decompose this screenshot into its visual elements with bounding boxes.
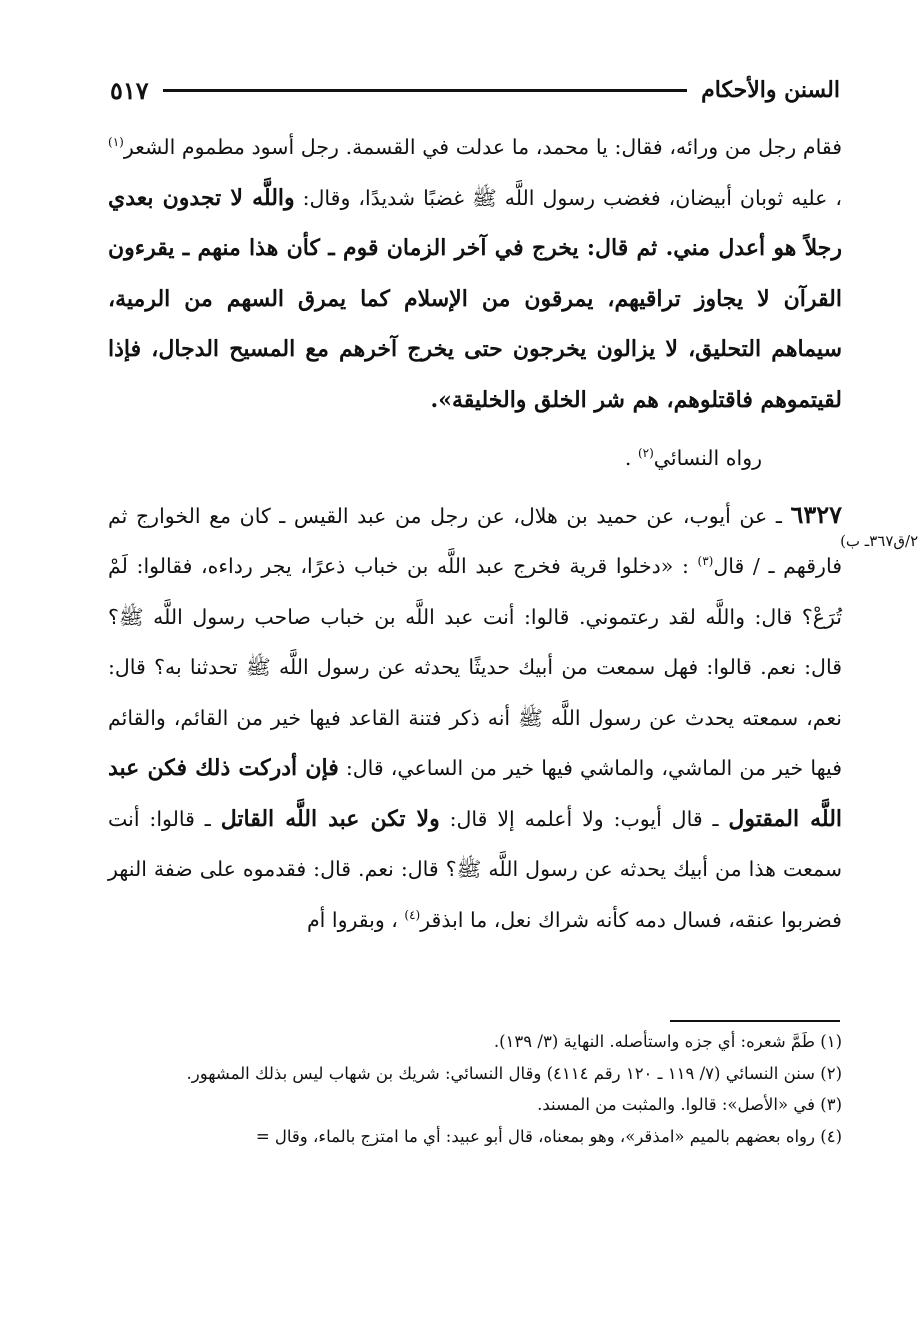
- footnote-1: (١) طَمَّ شعره: أي جزه واستأصله. النهاية (٣/ ١٣٩).: [493, 1032, 842, 1051]
- footnote-ref-2: (٢): [637, 446, 654, 461]
- footnote-ref-3: (٣): [697, 554, 714, 569]
- paragraph-1: فقام رجل من ورائه، فقال: يا محمد، ما عدلت في القسمة. رجل أسود مطموم الشعر$^{(١)}$ ، عليه ثوبان أبيضان، فغضب رسول اللَّه ﷺ غضبًا شديدًا، وقال: واللَّه لا تجدون بعدي رجلاً هو أعدل مني. ثم قال: يخرج في آخر الزمان قوم ـ كأن هذا منهم ـ يقرءون القرآن لا يجاوز تراقيهم، يمرقون من الإسلام كما يمرق السهم من الرمية، سيماهم التحليق، لا يزالون يخرجون حتى يخرج آخرهم مع المسيح الدجال، فإذا لقيتموهم فاقتلوهم، هم شر الخلق والخليقة».: [108, 135, 843, 413]
- paragraph-2: ٦٣٢٧ ـ عن أيوب، عن حميد بن هلال، عن رجل من عبد القيس ـ كان مع الخوارج ثم فارقهم ـ / قال$^{(٣)}$ : «دخلوا قرية فخرج عبد اللَّه بن خباب ذعرًا، يجر رداءه، فقالوا: لَمْ تُرَعْ؟ قال: واللَّه لقد رعتموني. قالوا: أنت عبد اللَّه بن خباب صاحب رسول اللَّه ﷺ؟ قال: نعم. قالوا: فهل سمعت من أبيك حديثًا يحدثه عن رسول اللَّه ﷺ تحدثنا به؟ قال: نعم، سمعته يحدث عن رسول اللَّه ﷺ أنه ذكر فتنة القاعد فيها خير من القائم، والقائم فيها خير من الماشي، والماشي فيها خير من الساعي، قال: فإن أدركت ذلك فكن عبد اللَّه المقتول ـ قال أيوب: ولا أعلمه إلا قال: ولا تكن عبد اللَّه القاتل ـ قالوا: أنت سمعت هذا من أبيك يحدثه عن رسول اللَّه ﷺ؟ قال: نعم. قال: فقدموه على ضفة النهر فضربوا عنقه، فسال دمه كأنه شراك نعل، ما ابذقر$^{(٤)}$ ، وبقروا أم: [108, 499, 843, 932]
- header-rule: [163, 89, 687, 92]
- page-header: [110, 70, 840, 110]
- hadith-number: ٦٣٢٧: [790, 499, 842, 529]
- footnote-ref-1: (١): [108, 135, 124, 150]
- footnote-2: (٢) سنن النسائي (٧/ ١١٩ ـ ١٢٠ رقم ٤١١٤) وقال النسائي: شريك بن شهاب ليس بذلك المشهور.: [186, 1063, 842, 1083]
- riwaya-line: رواه النسائي$^{(٢)}$ .: [624, 446, 762, 470]
- running-title: السنن والأحكام: [701, 77, 840, 103]
- footnote-rule: [670, 1020, 840, 1022]
- bold-phrase-1: فإن أدركت ذلك فكن عبد اللَّه المقتول: [108, 755, 843, 832]
- footnote-3: (٣) في «الأصل»: قالوا. والمثبت من المسند.: [537, 1095, 842, 1114]
- bold-phrase-2: ولا تكن عبد اللَّه القاتل: [220, 805, 440, 832]
- main-text: [108, 122, 842, 945]
- page-number: ٥١٧: [110, 75, 149, 105]
- footnote-ref-4: (٤): [404, 907, 421, 922]
- hadith-quote-bold: واللَّه لا تجدون بعدي رجلاً هو أعدل مني. ثم قال: يخرج في آخر الزمان قوم ـ كأن هذا منهم ـ يقرءون القرآن لا يجاوز تراقيهم، يمرقون من الإسلام كما يمرق السهم من الرمية، سيماهم التحليق، لا يزالون يخرجون حتى يخرج آخرهم مع المسيح الدجال، فإذا لقيتموهم فاقتلوهم، هم شر الخلق والخليقة».: [108, 184, 842, 413]
- footnote-4: (٤) رواه بعضهم بالميم «امذقر»، وهو بمعناه، قال أبو عبيد: أي ما امتزج بالماء، وقال =: [255, 1126, 842, 1146]
- footnotes: [108, 1026, 842, 1152]
- margin-note: ٢/ق٣٦٧ـ ب): [840, 532, 918, 550]
